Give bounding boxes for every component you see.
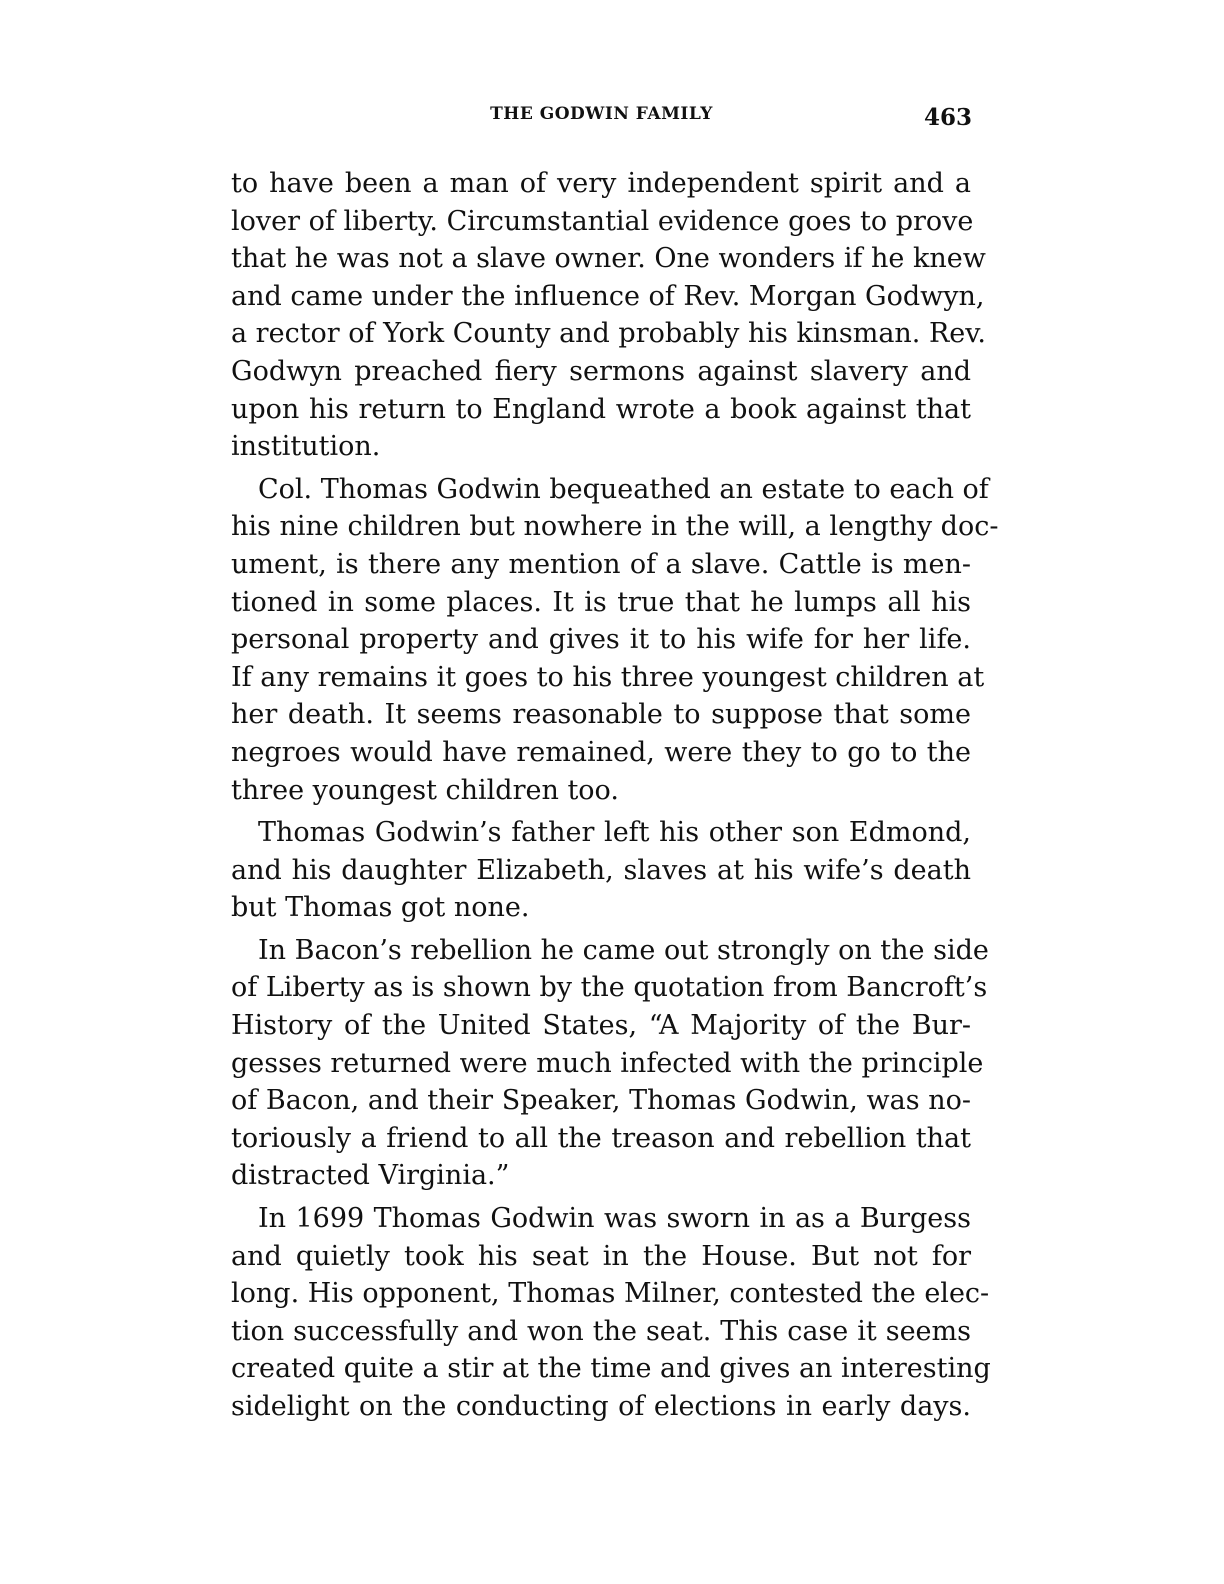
text-line: and came under the influence of Rev. Morgan Godwyn, xyxy=(231,280,985,312)
text-line: institution. xyxy=(231,431,381,463)
page-number: 463 xyxy=(923,104,972,131)
text-line: but Thomas got none. xyxy=(231,892,530,924)
text-line: of Liberty as is shown by the quotation from Bancroft’s xyxy=(231,972,988,1004)
text-line: her death. It seems reasonable to suppose that some xyxy=(231,699,971,731)
text-line: three youngest children too. xyxy=(231,774,619,806)
text-line: of Bacon, and their Speaker, Thomas Godwin, was no- xyxy=(231,1085,971,1117)
running-head: THE GODWIN FAMILY xyxy=(490,104,713,124)
text-line: In 1699 Thomas Godwin was sworn in as a Burgess xyxy=(258,1203,971,1235)
paragraph-2 xyxy=(231,471,999,809)
text-line: Col. Thomas Godwin bequeathed an estate to each of xyxy=(258,473,989,505)
page-header xyxy=(231,104,972,134)
text-line: tion successfully and won the seat. This case it seems xyxy=(231,1315,971,1347)
text-line: gesses returned were much infected with the principle xyxy=(231,1047,984,1079)
text-line: Godwyn preached fiery sermons against slavery and xyxy=(231,355,971,387)
text-line: and quietly took his seat in the House. But not for xyxy=(231,1240,971,1272)
text-line: Thomas Godwin’s father left his other son Edmond, xyxy=(258,817,971,849)
text-line: distracted Virginia.” xyxy=(231,1160,510,1192)
text-line: sidelight on the conducting of elections in early days. xyxy=(231,1391,971,1422)
page-body xyxy=(231,165,999,1431)
text-line: In Bacon’s rebellion he came out strongly on the side xyxy=(258,934,989,966)
text-line: toriously a friend to all the treason and rebellion that xyxy=(231,1122,971,1154)
text-line: to have been a man of very independent spirit and a xyxy=(231,168,971,199)
paragraph-1 xyxy=(231,165,986,466)
text-line: History of the United States, “A Majority of the Bur- xyxy=(231,1010,971,1042)
text-line: personal property and gives it to his wife for her life. xyxy=(231,624,971,656)
text-line: long. His opponent, Thomas Milner, contested the elec- xyxy=(231,1278,990,1310)
paragraph-5 xyxy=(231,1200,991,1426)
text-line: his nine children but nowhere in the will, a lengthy doc- xyxy=(231,511,999,543)
text-line: that he was not a slave owner. One wonders if he knew xyxy=(231,243,986,275)
text-line: tioned in some places. It is true that he lumps all his xyxy=(231,586,971,618)
text-line: ument, is there any mention of a slave. Cattle is men- xyxy=(231,548,971,580)
text-line: created quite a stir at the time and gives an interesting xyxy=(231,1353,991,1385)
text-line: If any remains it goes to his three youngest children at xyxy=(231,661,985,693)
text-line: upon his return to England wrote a book against that xyxy=(231,393,971,425)
text-line: negroes would have remained, were they to go to the xyxy=(231,736,971,768)
text-line: and his daughter Elizabeth, slaves at his wife’s death xyxy=(231,854,971,886)
paragraph-3 xyxy=(231,814,971,927)
text-line: a rector of York County and probably his kinsman. Rev. xyxy=(231,318,986,350)
paragraph-4 xyxy=(231,932,989,1195)
text-line: lover of liberty. Circumstantial evidence goes to prove xyxy=(231,205,974,237)
